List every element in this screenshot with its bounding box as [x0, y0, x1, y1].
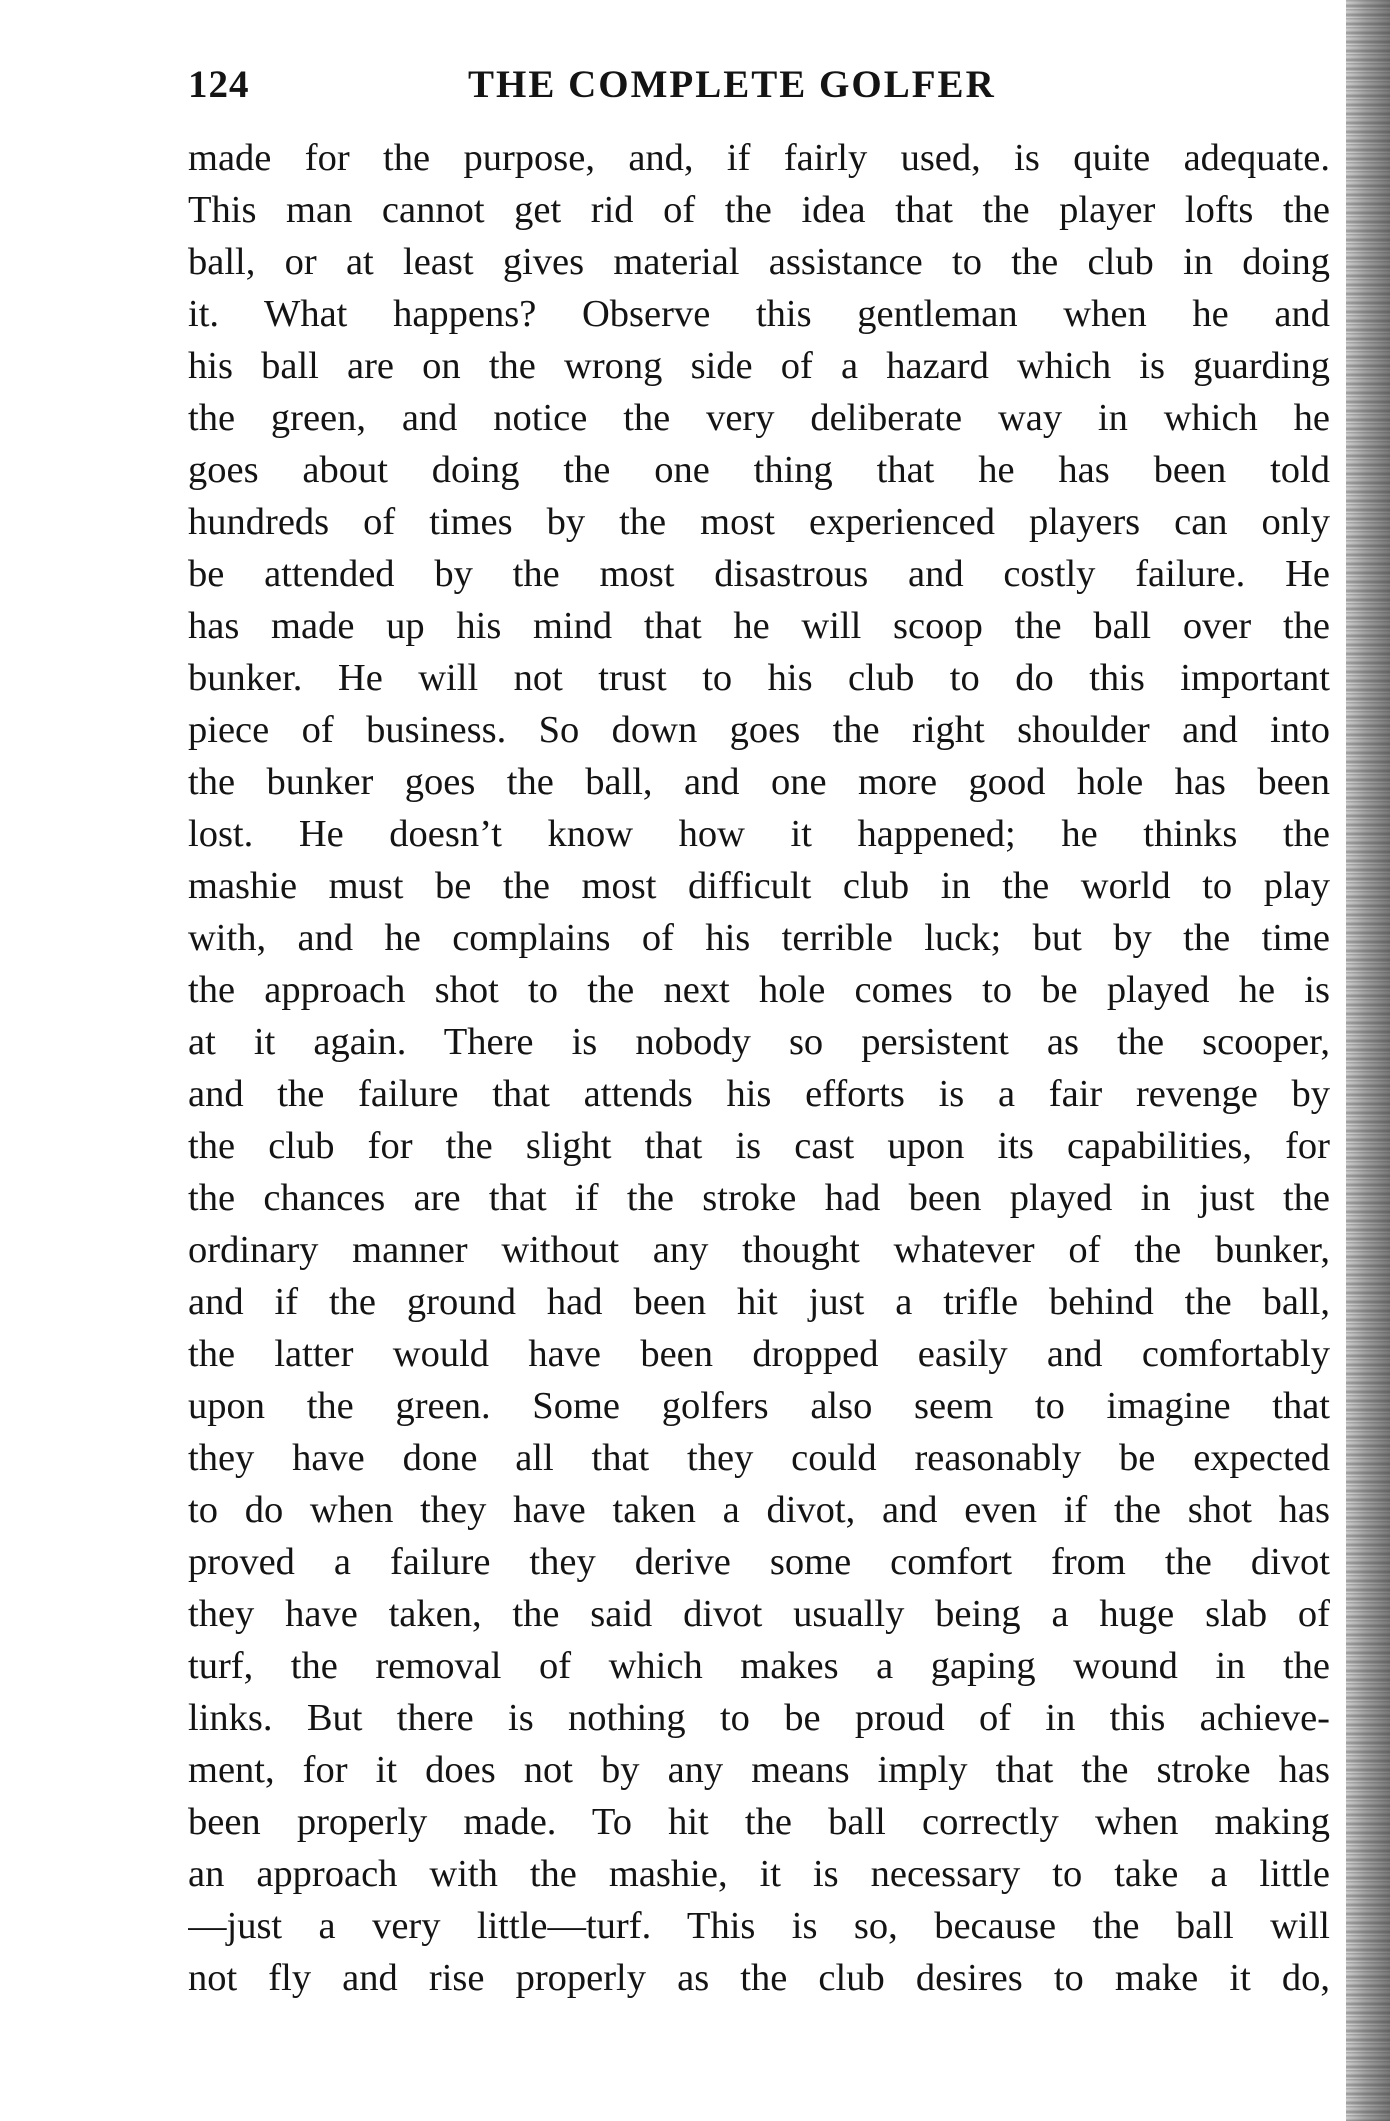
- running-title: THE COMPLETE GOLFER: [468, 63, 996, 106]
- text-line: ball, or at least gives material assistance to the club in doing: [188, 241, 1330, 283]
- text-line: hundreds of times by the most experienced players can only: [188, 501, 1330, 543]
- text-line: not fly and rise properly as the club desires to make it do,: [188, 1957, 1330, 1999]
- text-line: the club for the slight that is cast upon its capabilities, for: [188, 1125, 1330, 1167]
- text-line: piece of business. So down goes the right shoulder and into: [188, 709, 1330, 751]
- text-line: the bunker goes the ball, and one more good hole has been: [188, 761, 1330, 803]
- page-edge-shadow: [1346, 0, 1390, 2121]
- text-line: the approach shot to the next hole comes to be played he is: [188, 969, 1330, 1011]
- text-line: the green, and notice the very deliberate way in which he: [188, 397, 1330, 439]
- text-line: been properly made. To hit the ball correctly when making: [188, 1801, 1330, 1843]
- text-line: proved a failure they derive some comfort from the divot: [188, 1541, 1330, 1583]
- text-line: to do when they have taken a divot, and even if the shot has: [188, 1489, 1330, 1531]
- text-line: upon the green. Some golfers also seem to imagine that: [188, 1385, 1330, 1427]
- text-line: goes about doing the one thing that he has been told: [188, 449, 1330, 491]
- text-line: lost. He doesn’t know how it happened; he thinks the: [188, 813, 1330, 855]
- text-line: with, and he complains of his terrible luck; but by the time: [188, 917, 1330, 959]
- text-line: links. But there is nothing to be proud of in this achieve-: [188, 1697, 1330, 1739]
- text-line: mashie must be the most difficult club in the world to play: [188, 865, 1330, 907]
- text-line: made for the purpose, and, if fairly used, is quite adequate.: [188, 137, 1330, 179]
- text-line: turf, the removal of which makes a gaping wound in the: [188, 1645, 1330, 1687]
- text-line: the latter would have been dropped easily and comfortably: [188, 1333, 1330, 1375]
- text-line: bunker. He will not trust to his club to do this important: [188, 657, 1330, 699]
- text-line: ordinary manner without any thought whatever of the bunker,: [188, 1229, 1330, 1271]
- text-line: an approach with the mashie, it is necessary to take a little: [188, 1853, 1330, 1895]
- page-number: 124: [188, 63, 250, 106]
- text-line: and the failure that attends his efforts is a fair revenge by: [188, 1073, 1330, 1115]
- text-line: they have taken, the said divot usually being a huge slab of: [188, 1593, 1330, 1635]
- text-line: they have done all that they could reasonably be expected: [188, 1437, 1330, 1479]
- text-line: be attended by the most disastrous and costly failure. He: [188, 553, 1330, 595]
- body-text: [188, 132, 1330, 2004]
- running-head: [188, 62, 1330, 122]
- text-line: —just a very little—turf. This is so, because the ball will: [188, 1905, 1330, 1947]
- text-line: ment, for it does not by any means imply that the stroke has: [188, 1749, 1330, 1791]
- text-line: his ball are on the wrong side of a hazard which is guarding: [188, 345, 1330, 387]
- text-line: and if the ground had been hit just a trifle behind the ball,: [188, 1281, 1330, 1323]
- text-line: the chances are that if the stroke had been played in just the: [188, 1177, 1330, 1219]
- text-line: it. What happens? Observe this gentleman when he and: [188, 293, 1330, 335]
- text-line: has made up his mind that he will scoop the ball over the: [188, 605, 1330, 647]
- text-line: at it again. There is nobody so persistent as the scooper,: [188, 1021, 1330, 1063]
- text-line: This man cannot get rid of the idea that the player lofts the: [188, 189, 1330, 231]
